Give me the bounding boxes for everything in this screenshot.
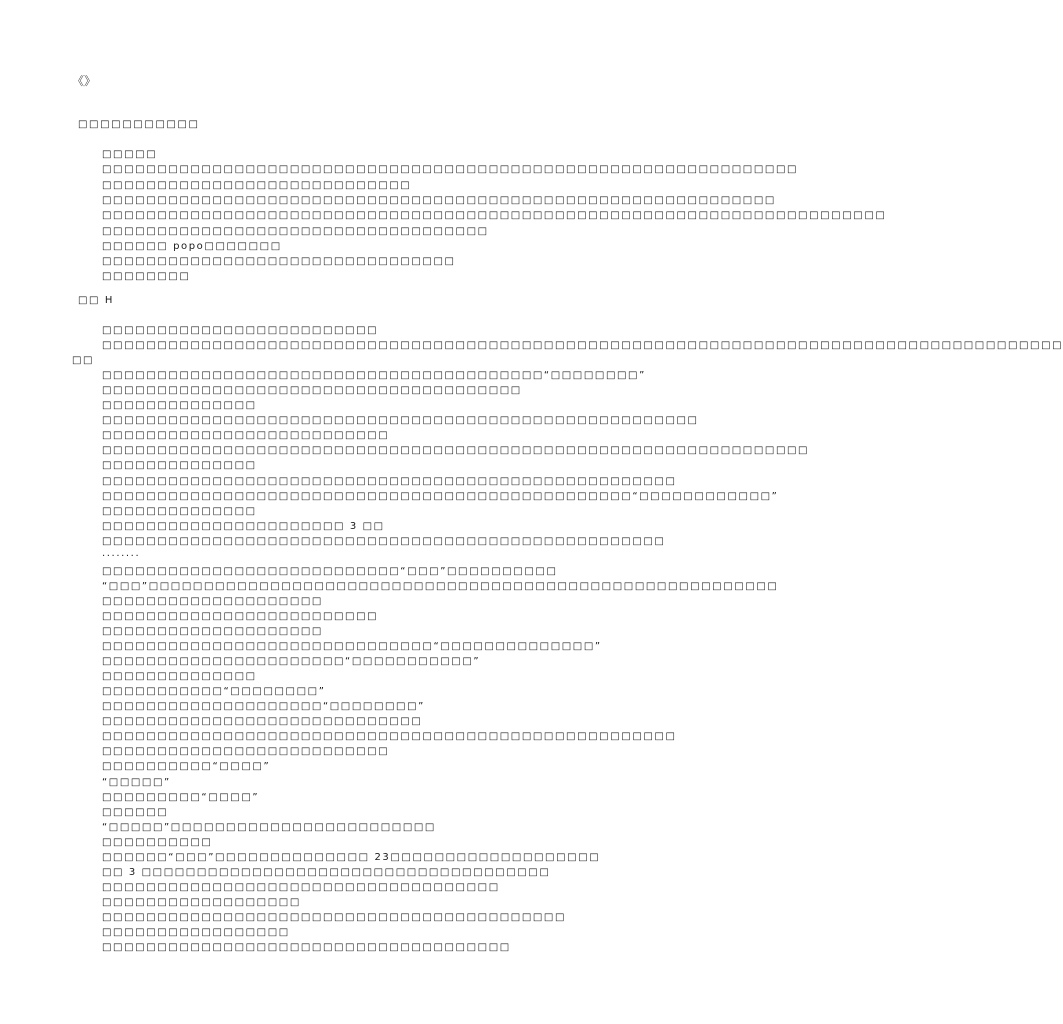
text-line: □□□□□□□□□□□□□□□□□□□□□□□□□□□□□□□□□□□□□□	[102, 385, 522, 397]
text-line: □□□□□□□□□□□□□□□□□□□□□□□□□□□□□□□□□□□□□□□□□□□□□□□□□□□□□□□□□□□□□□□□□□□□□□□□□□□□□□□□□□□□□□□	[102, 340, 1063, 352]
text-line: □□□□□□□□□□□□□□□□□□□□□□“□□□□□□□□□□□”	[102, 656, 481, 668]
text-line: □□□□□□□□□□□□□□□□□□□□□□□□□□□□□□□□□□□□□□□□□□□□□□□□□□□□□□□□□□□□□□□□	[102, 445, 810, 457]
text-line: □□□□□□□□□□□□□□□□□□□□□□□□□□□□□□□□□□□□□□□□□□□□□□□□□□□□□□□□□□□□□□□□□□□□□□□	[102, 210, 887, 222]
text-line: □□□□□□□□□□□□□□□□□□□□□□□□□□□□	[102, 179, 412, 191]
text-line: □□□□□□□□□□□□□□□□□□	[102, 896, 301, 908]
text-line: □□□□□□□□□□□□□□□□□□□□□□□□□□□□□□“□□□□□□□□□□□□□□”	[102, 641, 602, 653]
text-line: □□ 3 □□□□□□□□□□□□□□□□□□□□□□□□□□□□□□□□□□□□□	[102, 866, 551, 878]
text-line: □□□□□□□□□□□□□□□□□□□□□□□□□	[102, 610, 379, 622]
text-line: □□□□□□□□□□□□□□□□□□□□□□□□□□□□□□□□□□□□□□□□□□□□□□□□“□□□□□□□□□□□□”	[102, 490, 779, 502]
text-line: □□□□□□“□□□”□□□□□□□□□□□□□□ 23□□□□□□□□□□□□□□□□□□□	[102, 851, 601, 863]
text-line: □□□□□□□□□□□□□□□□□□□□□□□□□□□□□□□□□□□□□□□□□□□□□□□□□□□□□□□□□□□□□	[102, 194, 776, 206]
text-line: □□□□□□□□□□□□□□□□□□□□□□□□□□□□□□□□□□□□□□□□□□□□□□□□□□□□□□	[102, 415, 699, 427]
text-line: □□□□□□□□□□□□□□□□□□□□□□□□□□	[102, 746, 390, 758]
text-line: “□□□”□□□□□□□□□□□□□□□□□□□□□□□□□□□□□□□□□□□□□□□□□□□□□□□□□□□□□□□□□	[102, 580, 779, 592]
text-line: □□□□□□□□□□□□□□□□□□□□□□ 3 □□	[102, 520, 385, 532]
text-line: □□	[72, 355, 95, 367]
text-line: □□□□□	[102, 149, 158, 160]
section-2-heading: □□ H	[78, 295, 114, 306]
text-line: □□□□□□□□□□□“□□□□□□□□”	[102, 686, 326, 698]
text-line: □□□□□□□□□□□□□□□□□□□□□□□□□□□□□□□□□□□□□□□□□□□□□□□□□□□□	[102, 475, 677, 487]
text-line: □□□□□□□□□□□□□□	[102, 671, 257, 683]
text-line: □□□□□□□□□□□□□□	[102, 400, 257, 412]
text-line: □□□□□□□□□□□□□□□□□□□□□□□□□□□□□□□□□□□□□□□□□□□□□□□□□□□	[102, 535, 666, 547]
text-line: □□□□□□□□□“□□□□”	[102, 791, 260, 803]
text-line: □□□□□□□□□□□□□□□□□□□□□□□□□□□□□□□□□□□□□□□□□□□□□□□□□□□□□□□□□□□□□□□	[102, 164, 799, 176]
section-1-heading: □□□□□□□□□□□	[78, 119, 200, 130]
text-line: □□□□□□	[102, 806, 169, 818]
text-line: □□□□□□□□□□□□□□□□□□□□□□□□□□□□□□□□	[102, 256, 456, 268]
text-line: □□□□□□□□□□□□□□□□□□□□□□□□□□	[102, 430, 390, 442]
title-mark: 《》	[72, 74, 97, 88]
text-line: □□□□□□□□□□□□□□□□□□□□□□□□□	[102, 325, 379, 336]
text-line: “□□□□□”	[102, 776, 171, 788]
text-line: □□□□□□□□□□□□□□□□□□□□	[102, 595, 323, 607]
text-line: □□□□□□□□□□□□□□□□□□□□□□□□□□□□□□□□□□□	[102, 225, 489, 237]
text-line: □□□□□□□□□□□□□□	[102, 505, 257, 517]
text-line: “□□□□□”□□□□□□□□□□□□□□□□□□□□□□□□	[102, 821, 436, 833]
text-line: □□□□□□□□□□	[102, 836, 213, 848]
text-line: □□□□□□□□□□□□□□□□□□□□□□□□□□□□□□□□□□□□□□□□“□□□□□□□□”	[102, 370, 646, 382]
text-line: □□□□□□□□□□□□□□□□□□□□□□□□□□□□□□□□□□□□□	[102, 942, 511, 954]
text-line: □□□□□□□□	[102, 271, 191, 283]
text-line: □□□□□□ popo□□□□□□□	[102, 240, 282, 252]
text-line: □□□□□□□□□□□□□□□□□□□□□□□□□□□□□□□□□□□□	[102, 881, 500, 893]
text-line: □□□□□□□□□□□□□□□□□□□□	[102, 626, 323, 637]
text-line: □□□□□□□□□□□□□□□□□□□□□□□□□□□“□□□”□□□□□□□□□□	[102, 565, 558, 577]
text-line: □□□□□□□□□□□□□□□□□	[102, 927, 290, 938]
text-line: □□□□□□□□□□□□□□□□□□□□□□□□□□□□□□□□□□□□□□□□□□□□□□□□□□□□	[102, 731, 677, 743]
text-line: ········	[102, 550, 141, 562]
text-line: □□□□□□□□□□□□□□□□□□□□□□□□□□□□□□□□□□□□□□□□□□	[102, 911, 567, 923]
text-line: □□□□□□□□□□□□□□□□□□□□□□□□□□□□□	[102, 716, 423, 728]
text-line: □□□□□□□□□□□□□□	[102, 460, 257, 472]
text-line: □□□□□□□□□□“□□□□”	[102, 761, 271, 773]
text-line: □□□□□□□□□□□□□□□□□□□□“□□□□□□□□”	[102, 701, 425, 713]
